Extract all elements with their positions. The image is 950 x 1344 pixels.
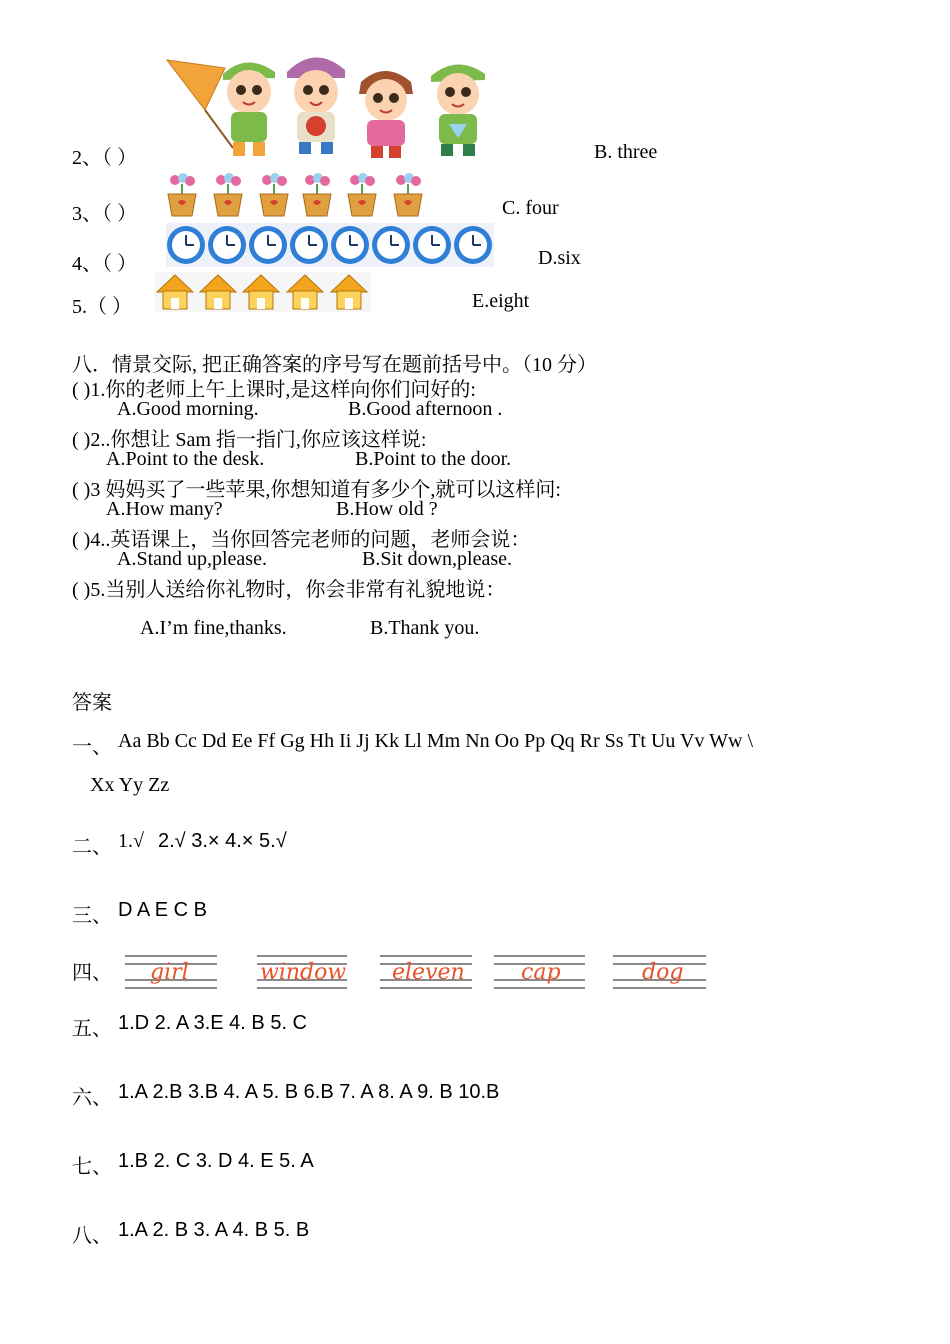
row-2-answer: B. three — [594, 141, 658, 163]
handwritten-word-4: cap — [521, 960, 561, 985]
question-4-option-b: B.Sit down,please. — [362, 548, 512, 570]
row-5-answer: E.eight — [472, 290, 530, 312]
answer-1-label: 一、 — [72, 736, 112, 758]
answer-2-rest: 2.√ 3.× 4.× 5.√ — [158, 830, 287, 852]
handwriting-words — [120, 950, 720, 996]
answer-6-label: 六、 — [72, 1087, 112, 1109]
answer-5-label: 五、 — [72, 1018, 112, 1040]
question-2: ( )2..你想让 Sam 指一指门,你应该这样说: — [72, 429, 427, 451]
row-5-number: 5.（ ） — [72, 296, 132, 318]
handwritten-word-5: dog — [642, 960, 684, 985]
row-3-number: 3、（ ） — [72, 203, 137, 225]
answer-3-label: 三、 — [72, 905, 112, 927]
answer-1-line-2: Xx Yy Zz — [90, 774, 170, 796]
question-2-option-a: A.Point to the desk. — [106, 448, 265, 470]
question-3-option-b: B.How old ? — [336, 498, 438, 520]
flower-pot-icon — [163, 172, 433, 218]
question-5: ( )5.当别人送给你礼物时，你会非常有礼貌地说： — [72, 579, 506, 601]
row-4-answer: D.six — [538, 247, 581, 269]
answer-8-label: 八、 — [72, 1225, 112, 1247]
house-icon — [155, 272, 371, 312]
answer-8-values: 1.A 2. B 3. A 4. B 5. B — [118, 1219, 310, 1241]
answer-7-label: 七、 — [72, 1156, 112, 1178]
row-2-number: 2、（ ） — [72, 147, 137, 169]
question-1-option-a: A.Good morning. — [117, 398, 259, 420]
answer-2-label: 二、 — [72, 836, 112, 858]
answer-5-values: 1.D 2. A 3.E 4. B 5. C — [118, 1012, 307, 1034]
row-4-number: 4、（ ） — [72, 253, 137, 275]
answer-2-first: 1.√ — [118, 830, 144, 852]
answer-4-label: 四、 — [72, 962, 112, 984]
question-3: ( )3 妈妈买了一些苹果,你想知道有多少个,就可以这样问: — [72, 479, 561, 501]
answer-7-values: 1.B 2. C 3. D 4. E 5. A — [118, 1150, 314, 1172]
question-2-option-b: B.Point to the door. — [355, 448, 512, 470]
question-1: ( )1.你的老师上午上课时,是这样向你们问好的: — [72, 379, 476, 401]
question-4-option-a: A.Stand up,please. — [117, 548, 267, 570]
clock-icon — [166, 223, 494, 267]
answers-title: 答案 — [72, 692, 112, 714]
question-4: ( )4..英语课上，当你回答完老师的问题，老师会说： — [72, 529, 531, 551]
question-1-option-b: B.Good afternoon . — [348, 398, 503, 420]
question-5-option-b: B.Thank you. — [370, 617, 480, 639]
answer-6-values: 1.A 2.B 3.B 4. A 5. B 6.B 7. A 8. A 9. B 10.B — [118, 1081, 500, 1103]
handwritten-word-3: eleven — [392, 960, 465, 985]
question-3-option-a: A.How many? — [106, 498, 223, 520]
row-3-answer: C. four — [502, 197, 559, 219]
handwritten-word-1: girl — [150, 960, 189, 985]
handwritten-word-2: window — [260, 960, 347, 985]
answer-3-values: D A E C B — [118, 899, 207, 921]
answer-1-line-1: Aa Bb Cc Dd Ee Ff Gg Hh Ii Jj Kk Ll Mm Nn Oo Pp Qq Rr Ss Tt Uu Vv Ww \ — [118, 730, 754, 752]
section-8-title: 八．情景交际, 把正确答案的序号写在题前括号中。（10 分） — [72, 354, 597, 376]
four-children-icon — [165, 48, 505, 160]
question-5-option-a: A.I’m fine,thanks. — [140, 617, 287, 639]
